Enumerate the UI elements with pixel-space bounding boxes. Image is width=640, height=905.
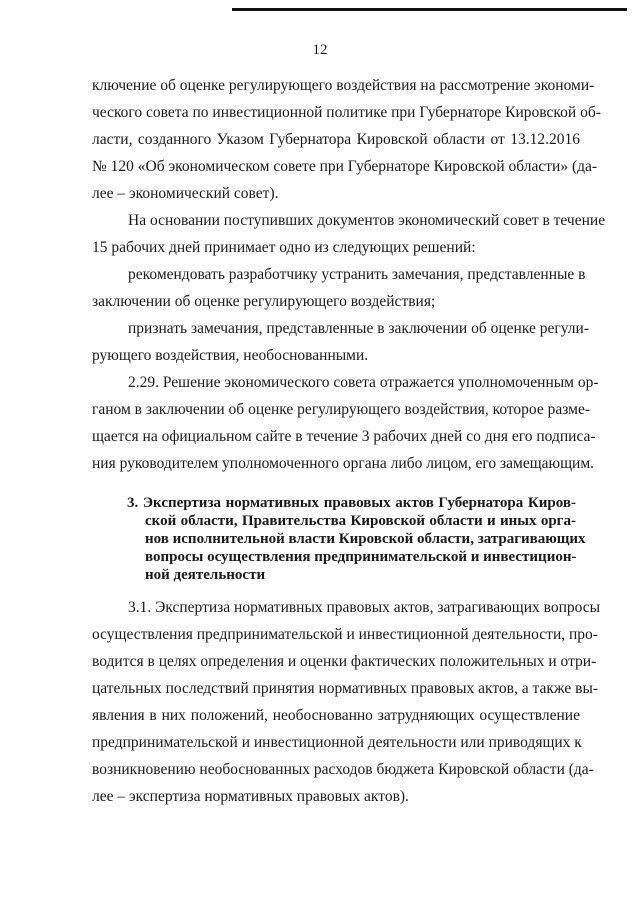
heading-line: ской области, Правительства Кировской области и иных орга-	[145, 513, 576, 529]
text-line: ключение об оценке регулирующего воздействия на рассмотрение экономи-	[92, 77, 595, 94]
heading-line: вопросы осуществления предпринимательской и инвестицион-	[145, 549, 577, 565]
text-line: рующего воздействия, необоснованными.	[92, 347, 369, 364]
heading-line: ной деятельности	[145, 567, 266, 583]
text-line: признать замечания, представленные в заключении об оценке регули-	[128, 320, 589, 337]
text-line: лее – экономический совет).	[92, 185, 279, 202]
text-line: цательных последствий принятия нормативных правовых актов, а также вы-	[92, 680, 599, 697]
text-line: заключении об оценке регулирующего воздействия;	[92, 293, 436, 310]
heading-line: 3. Экспертиза нормативных правовых актов Губернатора Киров-	[127, 495, 576, 511]
text-line: ласти, созданного Указом Губернатора Кировской области от 13.12.2016	[92, 131, 580, 148]
text-line: возникновению необоснованных расходов бюджета Кировской области (да-	[92, 761, 594, 778]
text-line: На основании поступивших документов экономический совет в течение	[128, 212, 606, 229]
text-line: водится в целях определения и оценки фактических положительных и отри-	[92, 653, 597, 670]
text-line: предпринимательской и инвестиционной деятельности или приводящих к	[92, 734, 582, 751]
text-line: щается на официальном сайте в течение 3 рабочих дней со дня его подписа-	[92, 428, 596, 445]
text-line: лее – экспертиза нормативных правовых актов).	[92, 788, 409, 805]
heading-line: нов исполнительной власти Кировской области, затрагивающих	[145, 531, 586, 547]
text-line: ческого совета по инвестиционной политике при Губернаторе Кировской об-	[92, 104, 601, 121]
text-line: ганом в заключении об оценке регулирующего воздействия, которое разме-	[92, 401, 591, 418]
text-line: явления в них положений, необоснованно затрудняющих осуществление	[92, 707, 580, 724]
text-line: рекомендовать разработчику устранить замечания, представленные в	[128, 266, 586, 283]
page-number: 12	[312, 42, 328, 58]
scan-edge-line	[232, 8, 627, 11]
text-line: 2.29. Решение экономического совета отражается уполномоченным ор-	[128, 374, 599, 391]
text-line: ния руководителем уполномоченного органа либо лицом, его замещающим.	[92, 455, 595, 472]
text-line: 15 рабочих дней принимает одно из следующих решений:	[92, 239, 476, 256]
text-line: осуществления предпринимательской и инвестиционной деятельности, про-	[92, 626, 598, 643]
text-line: 3.1. Экспертиза нормативных правовых актов, затрагивающих вопросы	[128, 599, 601, 616]
text-line: № 120 «Об экономическом совете при Губернаторе Кировской области» (да-	[92, 158, 598, 175]
